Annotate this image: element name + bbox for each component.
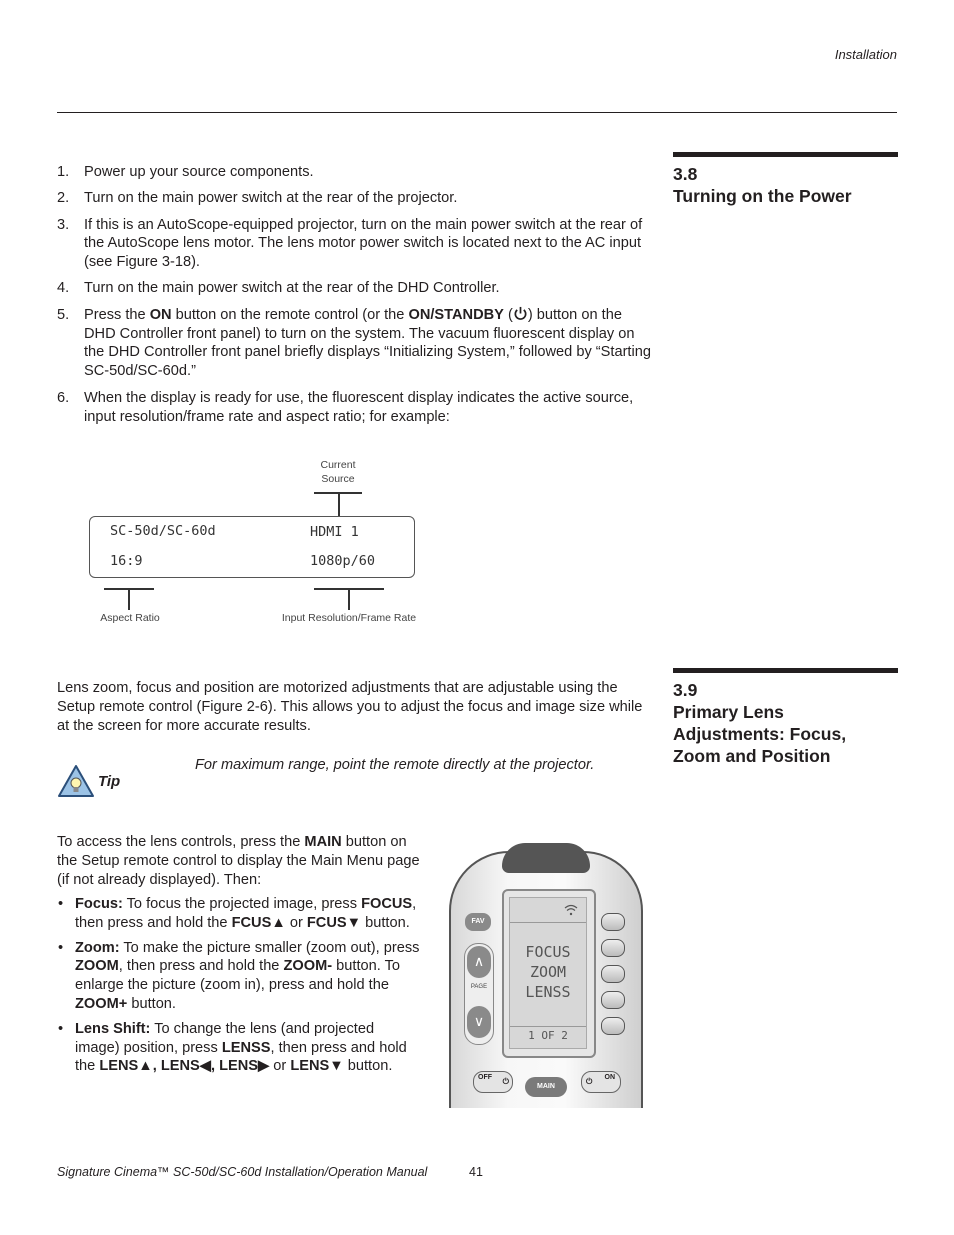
step-item: 4. Turn on the main power switch at the rear of the DHD Controller. bbox=[57, 280, 500, 297]
vfd-display bbox=[89, 516, 415, 578]
lens-control-list bbox=[57, 895, 422, 1082]
power-icon: ⏻ bbox=[502, 1077, 509, 1086]
up-arrow-icon: ▲ bbox=[271, 914, 286, 931]
page-label: PAGE bbox=[470, 984, 488, 990]
running-header: Installation bbox=[834, 47, 897, 62]
off-button[interactable]: OFF ⏻ bbox=[473, 1071, 513, 1093]
lens-intro-paragraph: Lens zoom, focus and position are motorized adjustments that are adjustable using the Setup remote control (Figure 2-6). This allows you to adjust the focus and image size while at the screen for more accurate results. bbox=[57, 680, 643, 734]
footer-manual-title: Signature Cinema™ SC-50d/SC-60d Installation/Operation Manual bbox=[57, 1165, 428, 1179]
lcd-line: ZOOM bbox=[529, 963, 567, 981]
step-item: 1. Power up your source components. bbox=[57, 164, 314, 180]
list-item: • Lens Shift: To change the lens (and projected image) position, press LENSS, then press and hold the LENS▲, LENS◀, LENS▶ or LENS▼ button. bbox=[57, 1020, 422, 1076]
up-arrow-icon: ▲ bbox=[138, 1058, 153, 1075]
tip-icon bbox=[57, 764, 95, 798]
list-item: • Focus: To focus the projected image, press FOCUS, then press and hold the FCUS▲ or FCUS▼ button. bbox=[57, 895, 422, 933]
setup-remote-illustration bbox=[447, 843, 643, 1108]
page-number: 41 bbox=[469, 1165, 483, 1179]
power-icon: ⏻ bbox=[586, 1077, 593, 1086]
callout-line bbox=[338, 492, 340, 516]
on-button[interactable]: ⏻ ON bbox=[581, 1071, 621, 1093]
step-item: 2. Turn on the main power switch at the rear of the projector. bbox=[57, 190, 458, 207]
remote-lcd-screen bbox=[509, 897, 587, 1049]
vfd-aspect-text: 16:9 bbox=[110, 553, 143, 569]
down-arrow-icon: ▼ bbox=[346, 914, 362, 931]
current-source-callout: Current Source bbox=[320, 459, 356, 485]
section-bar-3-8 bbox=[673, 152, 898, 157]
callout-line bbox=[128, 588, 130, 610]
fav-button[interactable]: FAV bbox=[465, 913, 491, 931]
callout-line bbox=[314, 588, 384, 590]
section-title: Turning on the Power bbox=[673, 186, 852, 206]
section-bar-3-9 bbox=[673, 668, 898, 673]
list-item: • Zoom: To make the picture smaller (zoom out), press ZOOM, then press and hold the ZOOM- button. To enlarge the picture (zoom in), press and hold the ZOOM+ button. bbox=[57, 939, 422, 1014]
callout-line bbox=[104, 588, 154, 590]
step-item: 3. If this is an AutoScope-equipped projector, turn on the main power switch at the rear of the AutoScope lens motor. The lens motor power switch is located next to the AC input (see Figure 3-18). bbox=[57, 216, 643, 271]
soft-key-button[interactable] bbox=[601, 991, 625, 1009]
step-item: 6. When the display is ready for use, the fluorescent display indicates the active source, input resolution/frame rate and aspect ratio; for example: bbox=[57, 389, 634, 425]
section-title: Adjustments: Focus, bbox=[673, 724, 847, 744]
power-steps-list bbox=[57, 163, 657, 434]
page-rocker bbox=[464, 943, 494, 1045]
vfd-source-text: HDMI 1 bbox=[310, 524, 359, 540]
remote-ir-window bbox=[502, 843, 590, 873]
vfd-resolution-text: 1080p/60 bbox=[310, 553, 376, 569]
soft-key-button[interactable] bbox=[601, 965, 625, 983]
access-paragraph: To access the lens controls, press the MAIN button on the Setup remote control to display the Main Menu page (if not already displayed). Then: bbox=[57, 834, 420, 888]
lcd-line: FOCUS bbox=[525, 943, 571, 961]
signal-icon bbox=[564, 904, 578, 916]
soft-key-button[interactable] bbox=[601, 1017, 625, 1035]
section-number: 3.8 bbox=[673, 164, 698, 184]
aspect-ratio-callout: Aspect Ratio bbox=[100, 612, 160, 624]
section-title: Primary Lens bbox=[673, 702, 784, 722]
step-item: 5. Press the ON button on the remote control (or the ON/STANDBY ( ) button on the DHD Controller front panel) to turn on the system. The vacuum fluorescent display on the DHD Controller front panel briefly displays “Initializing System,” followed by “Starting SC-50d/SC-60d.” bbox=[57, 306, 651, 380]
input-resolution-callout: Input Resolution/Frame Rate bbox=[281, 612, 417, 624]
section-heading-3-9 bbox=[673, 679, 846, 767]
page-up-button[interactable]: ∧ bbox=[467, 946, 491, 978]
section-title: Zoom and Position bbox=[673, 746, 831, 766]
lcd-line: LENSS bbox=[525, 983, 571, 1001]
section-number: 3.9 bbox=[673, 680, 698, 700]
left-arrow-icon: ◀ bbox=[199, 1058, 211, 1075]
tip-label: Tip bbox=[98, 773, 121, 790]
soft-key-button[interactable] bbox=[601, 939, 625, 957]
tip-text: For maximum range, point the remote directly at the projector. bbox=[195, 757, 595, 773]
header-rule bbox=[57, 112, 897, 113]
section-heading-3-8 bbox=[673, 163, 852, 207]
power-standby-icon bbox=[513, 306, 528, 321]
main-button[interactable]: MAIN bbox=[525, 1077, 567, 1097]
right-arrow-icon: ▶ bbox=[258, 1058, 270, 1075]
down-arrow-icon: ▼ bbox=[329, 1058, 344, 1075]
lcd-page-indicator: 1 OF 2 bbox=[528, 1029, 568, 1042]
soft-key-button[interactable] bbox=[601, 913, 625, 931]
page-down-button[interactable]: ∨ bbox=[467, 1006, 491, 1038]
vfd-model-text: SC-50d/SC-60d bbox=[110, 523, 216, 539]
callout-line bbox=[348, 588, 350, 610]
